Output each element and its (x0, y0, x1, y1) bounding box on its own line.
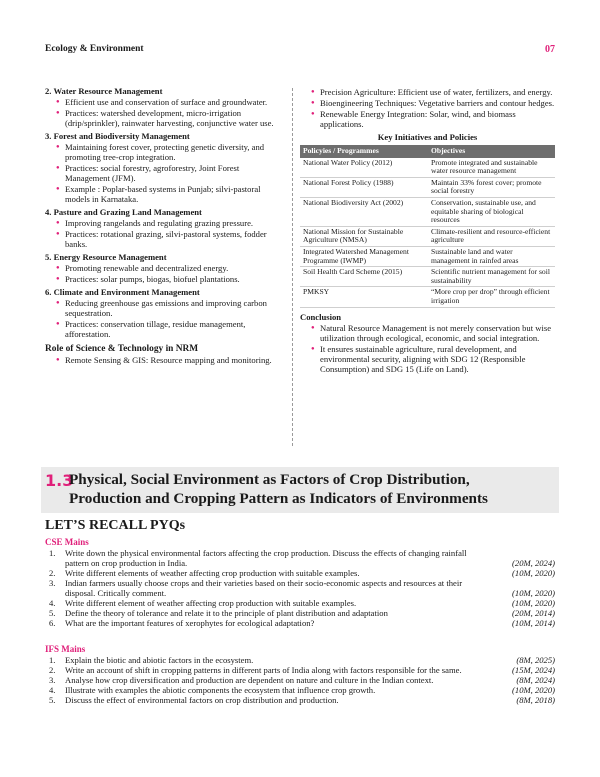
section-heading-band (41, 467, 559, 513)
section-forest (45, 131, 285, 204)
question-item (45, 568, 555, 578)
bullet-item: ● Renewable Energy Integration: Solar, wind, and biomass applications. (320, 109, 555, 129)
question-item (45, 685, 555, 695)
section-water (45, 86, 285, 128)
bullet-item: ● It ensures sustainable agriculture, rural development, and environmental security, aligning with SDG 12 (Responsible Consumption) and SDG 15 (Life on Land). (320, 344, 555, 374)
bullet-item: ● Remote Sensing & GIS: Resource mapping and monitoring. (65, 355, 285, 365)
question-item (45, 598, 555, 608)
question-number: 2. (49, 568, 56, 578)
question-item (45, 548, 555, 568)
table-row (300, 267, 555, 287)
question-number: 5. (49, 608, 56, 618)
question-marks: (20M, 2014) (512, 608, 555, 618)
table-cell: National Water Policy (2012) (300, 158, 428, 178)
table-cell: National Mission for Sustainable Agriculture (NMSA) (300, 226, 428, 246)
question-marks: (10M, 2020) (512, 598, 555, 608)
section-heading-line: Physical, Social Environment as Factors of Crop Distribution, (69, 471, 470, 488)
ifs-mains-block (45, 644, 555, 705)
section-title: 3. Forest and Biodiversity Management (45, 131, 190, 141)
bullet-item: ● Practices: solar pumps, biogas, biofuel plantations. (65, 274, 285, 284)
initiatives-table (300, 145, 555, 308)
table-cell: PMKSY (300, 287, 428, 307)
table-row (300, 287, 555, 307)
exam-heading: IFS Mains (45, 644, 86, 654)
bullet-item: ● Precision Agriculture: Efficient use of water, fertilizers, and energy. (320, 87, 555, 97)
question-marks: (20M, 2024) (512, 558, 555, 568)
bullet-item: ● Bioengineering Techniques: Vegetative barriers and contour hedges. (320, 98, 555, 108)
question-text: Explain the biotic and abiotic factors in the ecosystem. (65, 655, 254, 665)
section-heading (69, 470, 488, 508)
table-cell: National Biodiversity Act (2002) (300, 197, 428, 226)
bullet-item: ● Practices: watershed development, micro-irrigation (drip/sprinkler), rainwater harvesting, conjunctive water use. (65, 108, 285, 128)
question-marks: (10M, 2014) (512, 618, 555, 628)
section-science (45, 344, 285, 365)
question-number: 6. (49, 618, 56, 628)
table-cell: Integrated Watershed Management Programme (IWMP) (300, 246, 428, 266)
cse-mains-block (45, 537, 555, 628)
bullet-item: ● Practices: conservation tillage, residue management, afforestation. (65, 319, 285, 339)
page-header (45, 44, 555, 58)
bullet-item: ● Example : Poplar-based systems in Punjab; silvi-pastoral models in Karnataka. (65, 184, 285, 204)
bullet-item: ● Practices: rotational grazing, silvi-pastoral systems, fodder banks. (65, 229, 285, 249)
table-cell: National Forest Policy (1988) (300, 177, 428, 197)
question-marks: (8M, 2024) (516, 675, 555, 685)
question-number: 4. (49, 685, 56, 695)
table-cell: Conservation, sustainable use, and equitable sharing of biological resources (428, 197, 555, 226)
question-text: Illustrate with examples the abiotic components the ecosystem that influence crop growth. (65, 685, 376, 695)
question-marks: (8M, 2018) (516, 695, 555, 705)
question-item (45, 675, 555, 685)
column-divider (292, 88, 293, 446)
left-column (45, 86, 285, 365)
question-text: Discuss the effect of environmental factors on crop distribution and production. (65, 695, 339, 705)
section-title: Role of Science & Technology in NRM (45, 344, 199, 354)
question-marks: (15M, 2024) (512, 665, 555, 675)
question-item (45, 695, 555, 705)
table-cell: Promote integrated and sustainable water resource management (428, 158, 555, 178)
question-text: Write down the physical environmental factors affecting the crop production. Discuss the effects of changing rainfall pattern on crop production in India. (65, 548, 467, 568)
question-number: 4. (49, 598, 56, 608)
question-item (45, 665, 555, 675)
bullet-item: ● Improving rangelands and regulating grazing pressure. (65, 218, 285, 228)
section-title: 5. Energy Resource Management (45, 252, 167, 262)
question-item (45, 655, 555, 665)
table-row (300, 177, 555, 197)
section-energy (45, 252, 285, 284)
question-number: 5. (49, 695, 56, 705)
question-text: Write different elements of weather affecting crop production with suitable examples. (65, 568, 360, 578)
question-marks: (8M, 2025) (516, 655, 555, 665)
question-marks: (10M, 2020) (512, 685, 555, 695)
bullet-item: ● Promoting renewable and decentralized energy. (65, 263, 285, 273)
section-title: 2. Water Resource Management (45, 86, 163, 96)
question-text: Write an account of shift in cropping patterns in different parts of India along with factors responsible for the same. (65, 665, 462, 675)
bullet-item: ● Reducing greenhouse gas emissions and improving carbon sequestration. (65, 298, 285, 318)
bullet-item: ● Natural Resource Management is not merely conservation but wise utilization through ecological, economic, and social integration. (320, 323, 555, 343)
table-cell: Soil Health Card Scheme (2015) (300, 267, 428, 287)
section-number: 1.3 (45, 471, 74, 490)
table-row (300, 246, 555, 266)
question-number: 1. (49, 655, 56, 665)
table-cell: “More crop per drop” through efficient irrigation (428, 287, 555, 307)
table-title: Key Initiatives and Policies (377, 132, 478, 142)
question-text: Indian farmers usually choose crops and their varieties based on their socio-economic aspects and resources at their disposal. Critically comment. (65, 578, 463, 598)
table-cell: Maintain 33% forest cover; promote social forestry (428, 177, 555, 197)
question-marks: (10M, 2020) (512, 568, 555, 578)
table-cell: Sustainable land and water management in rainfed areas (428, 246, 555, 266)
recall-title: LET’S RECALL PYQs (45, 518, 186, 533)
table-row (300, 158, 555, 178)
table-row (300, 197, 555, 226)
question-item (45, 608, 555, 618)
section-heading-line: Production and Cropping Pattern as Indicators of Environments (69, 490, 488, 507)
bullet-item: ● Practices: social forestry, agroforestry, Joint Forest Management (JFM). (65, 163, 285, 183)
exam-heading: CSE Mains (45, 537, 89, 547)
section-title: 4. Pasture and Grazing Land Management (45, 207, 202, 217)
question-marks: (10M, 2020) (512, 588, 555, 598)
page-number: 07 (545, 44, 555, 55)
question-text: What are the important features of xerophytes for ecological adaptation? (65, 618, 315, 628)
question-text: Define the theory of tolerance and relate it to the principle of plant distribution and adaptation (65, 608, 388, 618)
table-header-cell: Policyies / Programmes (300, 145, 428, 158)
question-number: 3. (49, 675, 56, 685)
bullet-item: ● Maintaining forest cover, protecting genetic diversity, and promoting tree-crop integration. (65, 142, 285, 162)
table-cell: Scientific nutrient management for soil sustainability (428, 267, 555, 287)
table-header-cell: Objectives (428, 145, 555, 158)
question-number: 1. (49, 548, 56, 558)
question-number: 3. (49, 578, 56, 588)
table-row (300, 226, 555, 246)
question-item (45, 618, 555, 628)
section-title: 6. Climate and Environment Management (45, 287, 200, 297)
section-climate (45, 287, 285, 339)
right-column (300, 86, 555, 374)
bullet-item: ● Efficient use and conservation of surface and groundwater. (65, 97, 285, 107)
table-cell: Climate-resilient and resource-efficient agriculture (428, 226, 555, 246)
conclusion-title: Conclusion (300, 311, 342, 322)
section-pasture (45, 207, 285, 249)
question-text: Analyse how crop diversification and production are dependent on nature and culture in the Indian context. (65, 675, 434, 685)
question-item (45, 578, 555, 598)
question-text: Write different element of weather affecting crop production with suitable examples. (65, 598, 357, 608)
running-head: Ecology & Environment (45, 44, 144, 54)
table-header-row (300, 145, 555, 158)
question-number: 2. (49, 665, 56, 675)
